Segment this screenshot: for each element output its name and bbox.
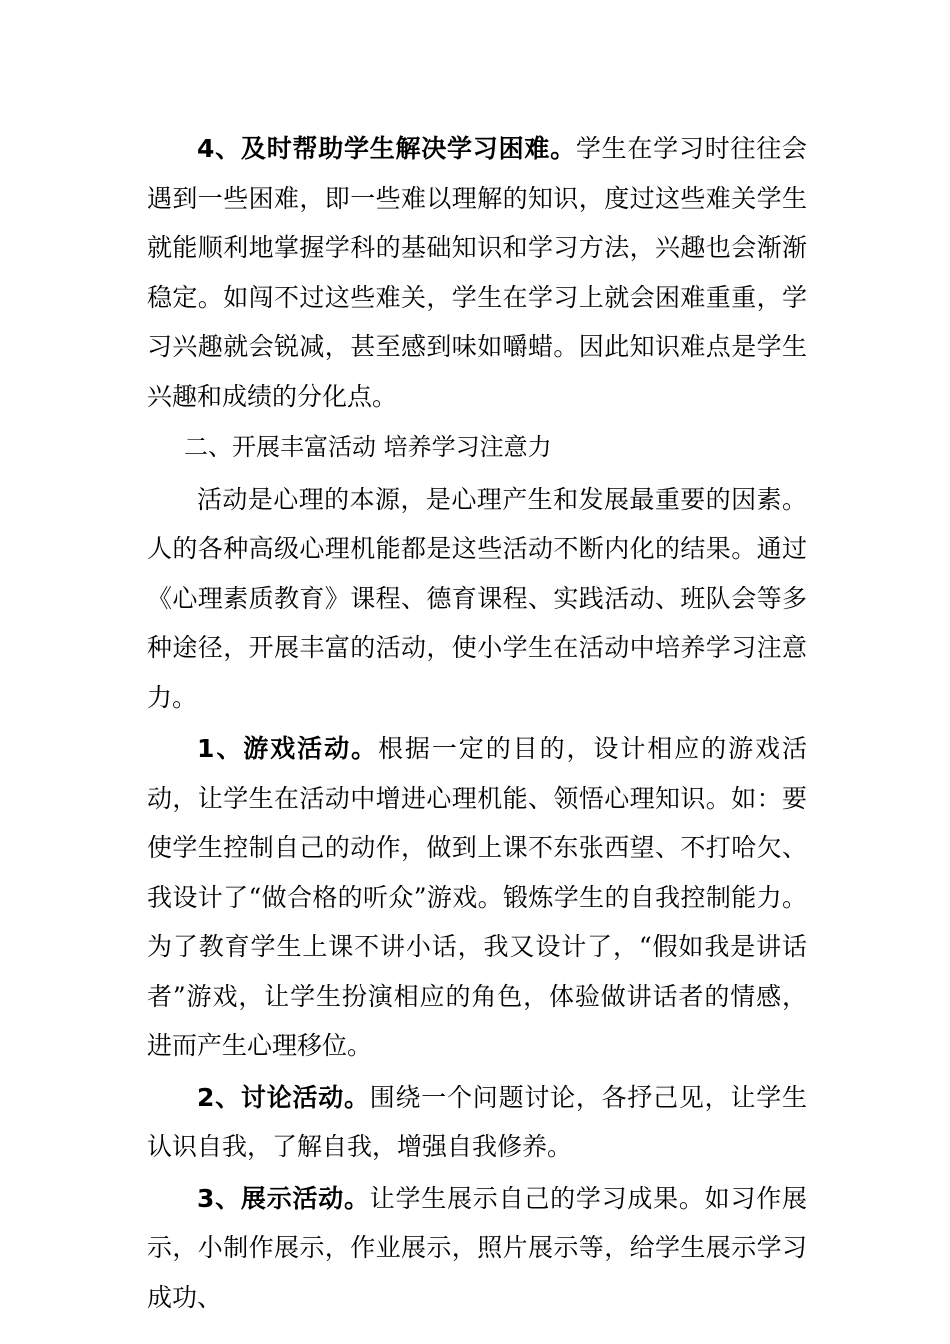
paragraph-body: 学生在学习时往往会遇到一些困难，即一些难以理解的知识，度过这些难关学生就能顺利地掌握学科的基础知识和学习方法，兴趣也会渐渐稳定。如闯不过这些难关，学生在学习上就会困难重重，学习兴趣就会锐减，甚至感到味如嚼蜡。因此知识难点是学生兴趣和成绩的分化点。	[147, 134, 807, 411]
paragraph-4-help-difficulties	[147, 124, 807, 421]
paragraph-lead: 1、游戏活动。	[197, 734, 378, 763]
paragraph-body: 让学生展示自己的学习成果。如习作展示，小制作展示，作业展示，照片展示等，给学生展示学习成功、	[147, 1183, 807, 1312]
paragraph-lead: 2、讨论活动。	[197, 1082, 370, 1112]
document-page	[147, 124, 807, 1322]
paragraph-lead: 4、及时帮助学生解决学习困难。	[197, 134, 576, 163]
paragraph-body: 根据一定的目的，设计相应的游戏活动，让学生在活动中增进心理机能、领悟心理知识。如：要使学生控制自己的动作，做到上课不东张西望、不打哈欠、我设计了“做合格的听众”游戏。锻炼学生的自我控制能力。为了教育学生上课不讲小话，我又设计了，“假如我是讲话者”游戏，让学生扮演相应的角色，体验做讲话者的情感，进而产生心理移位。	[147, 734, 807, 1060]
paragraph-body: 活动是心理的本源，是心理产生和发展最重要的因素。人的各种高级心理机能都是这些活动不断内化的结果。通过《心理素质教育》课程、德育课程、实践活动、班队会等多种途径，开展丰富的活动，使小学生在活动中培养学习注意力。	[147, 484, 807, 712]
paragraph-body: 围绕一个问题讨论，各抒己见，让学生认识自我，了解自我，增强自我修养。	[147, 1082, 807, 1161]
paragraph-3-display-activity	[147, 1174, 807, 1323]
paragraph-1-game-activity	[147, 724, 807, 1071]
section-heading: 二、开展丰富活动 培养学习注意力	[184, 433, 552, 461]
paragraph-lead: 3、展示活动。	[197, 1183, 370, 1213]
paragraph-activities-intro	[147, 475, 807, 723]
paragraph-2-discussion-activity	[147, 1073, 807, 1172]
